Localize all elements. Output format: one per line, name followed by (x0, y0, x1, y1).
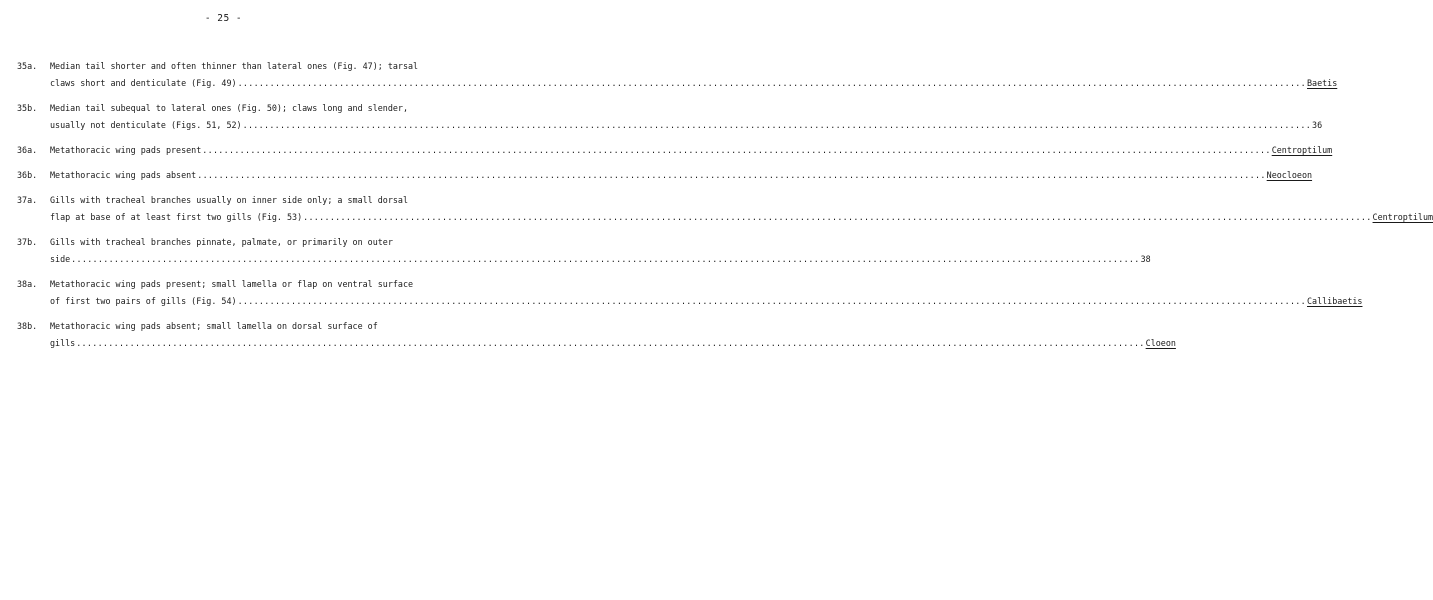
key-entries (17, 58, 1433, 360)
couplet-line: Gills with tracheal branches pinnate, palmate, or primarily on outer (50, 237, 393, 247)
couplet-number: 36b. (17, 170, 38, 180)
key-couplet-35a (17, 58, 1338, 92)
couplet-number: 38a. (17, 279, 38, 289)
key-couplet-35b (17, 100, 1323, 134)
genus-name: Centroptilum (1271, 145, 1333, 155)
couplet-text (50, 318, 1176, 352)
couplet-final-line (50, 75, 1338, 92)
leader-dots: ........................................................................................................................................................................................................ (237, 78, 1306, 88)
couplet-number: 35a. (17, 61, 38, 71)
couplet-line: gills (50, 338, 76, 348)
couplet-final-line (50, 335, 1176, 352)
couplet-number: 36a. (17, 145, 38, 155)
couplet-line: Metathoracic wing pads present (50, 145, 202, 155)
key-couplet-38b (17, 318, 1176, 352)
leader-dots: ........................................................................................................................................................................................................ (71, 254, 1140, 264)
couplet-final-line (50, 251, 1151, 268)
genus-name: Callibaetis (1307, 296, 1363, 306)
couplet-text (50, 276, 1363, 310)
couplet-final-line (50, 293, 1363, 310)
couplet-line: Median tail subequal to lateral ones (Fig. 50); claws long and slender, (50, 103, 408, 113)
leader-dots: ........................................................................................................................................................................................................ (76, 338, 1145, 348)
couplet-line: Metathoracic wing pads present; small lamella or flap on ventral surface (50, 279, 414, 289)
leader-dots: ........................................................................................................................................................................................................ (197, 170, 1266, 180)
couplet-text (50, 234, 1151, 268)
genus-name: Neocloeon (1266, 170, 1313, 180)
couplet-number: 37a. (17, 195, 38, 205)
couplet-final-line (50, 167, 1313, 184)
couplet-line: claws short and denticulate (Fig. 49) (50, 78, 237, 88)
couplet-line: side (50, 254, 71, 264)
couplet-text (50, 192, 1433, 226)
couplet-line: flap at base of at least first two gills (Fig. 53) (50, 212, 303, 222)
key-couplet-38a (17, 276, 1363, 310)
genus-name: Baetis (1307, 78, 1338, 88)
couplet-line: Metathoracic wing pads absent (50, 170, 197, 180)
key-couplet-36b (17, 167, 1313, 184)
couplet-text (50, 58, 1338, 92)
couplet-line: of first two pairs of gills (Fig. 54) (50, 296, 237, 306)
couplet-final-line (50, 209, 1433, 226)
couplet-line: Gills with tracheal branches usually on inner side only; a small dorsal (50, 195, 408, 205)
couplet-text (50, 100, 1323, 134)
key-couplet-36a (17, 142, 1333, 159)
couplet-text (50, 142, 1333, 159)
next-couplet-reference: 38 (1140, 254, 1151, 264)
couplet-final-line (50, 142, 1333, 159)
key-couplet-37b (17, 234, 1151, 268)
couplet-line: Median tail shorter and often thinner than lateral ones (Fig. 47); tarsal (50, 61, 419, 71)
next-couplet-reference: 36 (1312, 120, 1323, 130)
leader-dots: ........................................................................................................................................................................................................ (237, 296, 1306, 306)
page-number: - 25 - (204, 13, 243, 24)
couplet-text (50, 167, 1313, 184)
couplet-line: Metathoracic wing pads absent; small lamella on dorsal surface of (50, 321, 378, 331)
genus-name: Cloeon (1145, 338, 1176, 348)
couplet-line: usually not denticulate (Figs. 51, 52) (50, 120, 242, 130)
leader-dots: ........................................................................................................................................................................................................ (242, 120, 1312, 130)
genus-name: Centroptilum (1372, 212, 1433, 222)
key-couplet-37a (17, 192, 1433, 226)
leader-dots: ........................................................................................................................................................................................................ (202, 145, 1271, 155)
couplet-number: 35b. (17, 103, 38, 113)
couplet-final-line (50, 117, 1323, 134)
couplet-number: 38b. (17, 321, 38, 331)
couplet-number: 37b. (17, 237, 38, 247)
leader-dots: ........................................................................................................................................................................................................ (303, 212, 1372, 222)
